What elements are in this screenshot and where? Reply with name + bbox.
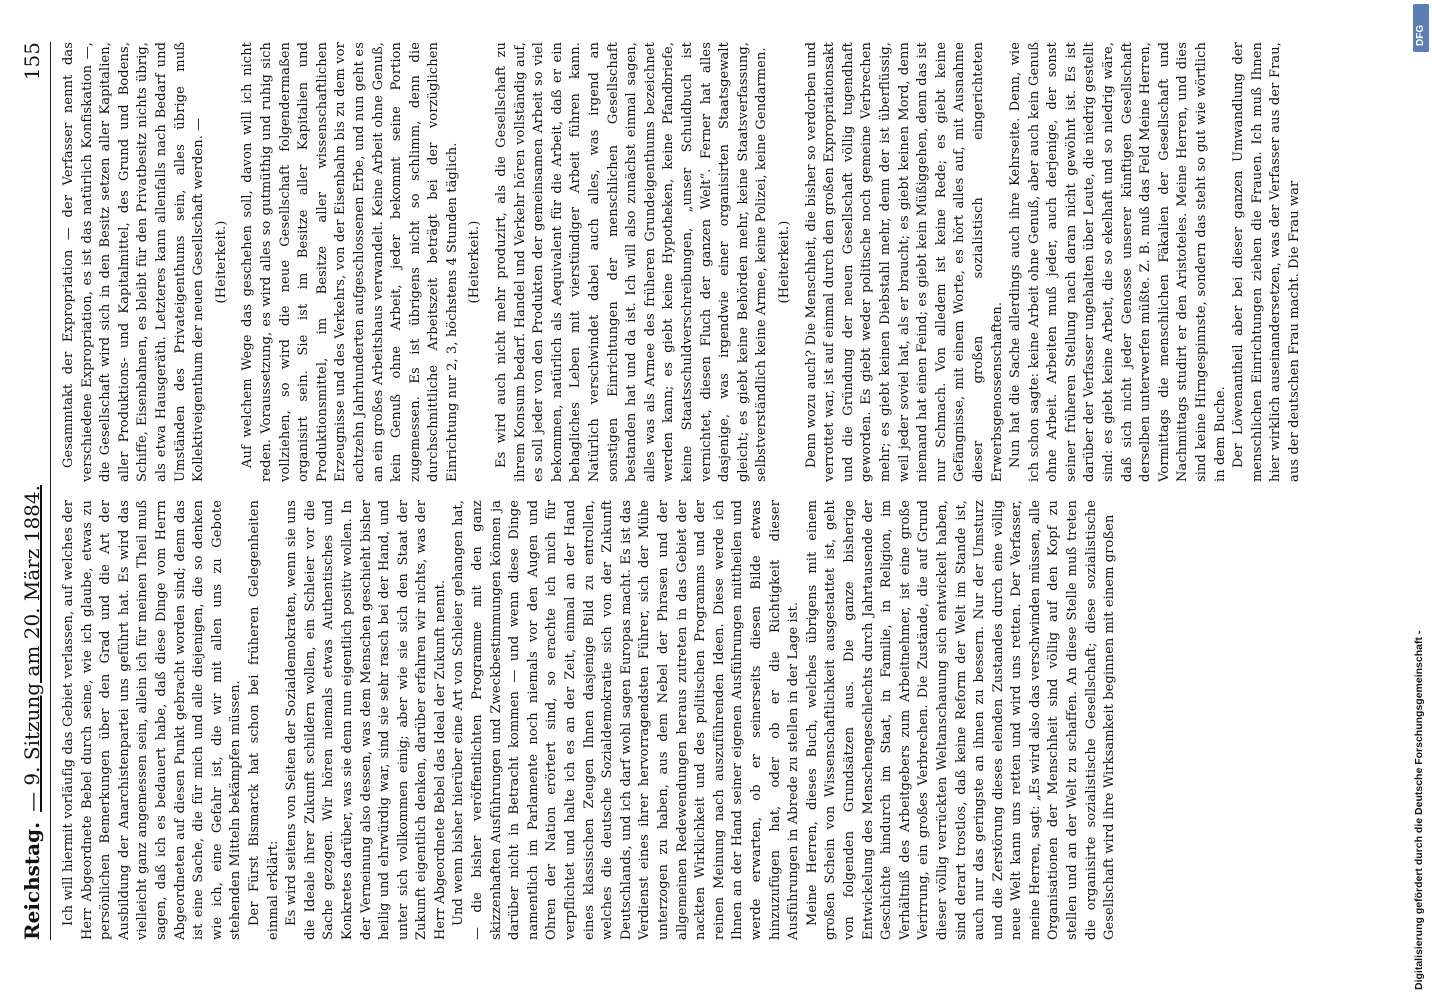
left-column-paragraph: Es wird seitens von Seiten der Sozialdemokraten, wenn sie uns die Ideale ihrer Zukunft schildern wollen, ein Schleier vor die Sache gezogen. Wir hören niemals etwas Authentisches und Konkretes darüber, was sie denn nun eigentlich positiv wollen. In der Verneinung also dessen, was dem Menschen geschieht bisher heilig und ehrwürdig war, sind sie sehr rasch bei der Hand, und unter sich vollkommen einig; aber wie sie sich den Staat der Zukunft eigentlich denken, darüber erfahren wir nichts, was der Herr Abgeordnete Bebel das Ideal der Zukunft nennt.: [284, 500, 448, 940]
text-columns: [60, 42, 1384, 940]
header-session: — 9. Sitzung am 20. März 1884.: [20, 485, 44, 812]
left-column-paragraph: Der Fürst Bismarck hat schon bei früheren Gelegenheiten einmal erklärt:: [246, 500, 281, 940]
digitization-credit: [1411, 0, 1432, 1000]
dfg-logo: [1413, 4, 1429, 52]
page-number: 155: [20, 42, 44, 81]
dfg-logo-text: DFG: [1415, 24, 1426, 46]
left-column-paragraph: Und wenn bisher hierüber eine Art von Schleier gehangen hat, — die bisher veröffentlichten Programme mit den ganz skizzenhaften Ausführungen und Zweckbestimmungen können ja darüber nicht in Betracht kommen — und wenn diese Dinge namentlich im Parlamente noch niemals vor den Augen und Ohren der Nation erörtert sind, so erachte ich mich für verpflichtet und halte ich es an der Zeit, einmal an der Hand eines klassischen Zeugen Ihnen dasjenige Bild zu entrollen, welches die deutsche Sozialdemokratie sich von der Zukunft Deutschlands, und ich darf wohl sagen Europas macht. Es ist das Verdienst eines ihrer hervorragendsten Führer, sich der Mühe unterzogen zu haben, aus dem Nebel der Phrasen und der allgemeinen Redewendungen heraus zutreten in das Gebiet der nackten Wirklichkeit und des politischen Programms und der reinen Meinung nach auszuführenden Ideen. Diese werde ich Ihnen an der Hand seiner eigenen Ausführungen mittheilen und werde erwarten, ob er seinerseits diesen Bilde etwas hinzuzufügen hat, oder ob er die Richtigkeit dieser Ausführungen in Abrede zu stellen in der Lage ist.: [451, 500, 802, 940]
right-column-paragraph: Gesammtakt der Expropriation — der Verfasser nennt das verschiedene Expropriation, es ist das natürlich Konfiskation —, die Gesellschaft wird sich in den Besitz setzen aller Kapitalien, aller Produktions- und Kapitalmittel, des Grund und Bodens, Schiffe, Eisenbahnen, es bleibt für den Privatbesitz nichts übrig, als etwa Hausgeräth. Letzteres kann allenfalls nach Bedarf und Umständen des Privateigenthums sein, alles übrige muß Kollektiveigenthum der neuen Gesellschaft werden. —: [61, 42, 207, 482]
right-column-paragraph: Nun hat die Sache allerdings auch ihre Kehrseite. Denn, wie ich schon sagte: keine Arbeit ohne Genuß, aber auch kein Genuß ohne Arbeit. Arbeiten muß jeder, auch derjenige, der sonst seiner früheren Stellung nach daran nicht gewöhnt ist. Es ist darüber der Verfasser ungehalten über Leute, die niedrig gestellt sind: es giebt keine Arbeit, die so ekelhaft und so niedrig wäre, daß sich nicht jeder Genosse unserer künftigen Gesellschaft derselben unterwerfen müßte. Z. B. muß das Feld Meine Herren, Vormittags die menschlichen Fäkalien der Gesellschaft und Nachmittags studirt er den Aristoteles. Meine Herren, und dies sind keine Hirngespinnste, sondern das steht so gut wie wörtlich in dem Buche.: [1008, 42, 1228, 482]
header-rule: [50, 42, 51, 940]
right-column-interjection: (Heiterkeit.): [467, 220, 483, 304]
right-column-paragraph: Der Löwenantheil aber bei dieser ganzen Umwandlung der menschlichen Einrichtungen ziehen die Frauen. Ich muß Ihnen hier wirklich auseinandersetzen, was der Verfasser aus der Frau, aus der deutschen Frau macht. Die Frau war: [1231, 42, 1302, 482]
left-column-paragraph: Meine Herren, dieses Buch, welches übrigens mit einem großen Schein von Wissenschaftlichkeit ausgestattet ist, geht von folgenden Grundsätzen aus. Die ganze bisherige Entwickelung des Menschengeschlechts durch Jahrtausende der Geschichte hindurch im Staat, in Familie, in Religion, im Verhältniß des Arbeitgebers zum Arbeitnehmer, ist eine große Verirrung, ein großes Verbrechen. Die Zustände, die auf Grund dieser völlig verrückten Weltanschauung sich entwickelt haben, sind derart trostlos, daß keine Reform der Welt im Stande ist, auch nur das geringste an ihnen zu bessern. Nur der Umsturz und die Zerstörung dieses elenden Zustandes durch eine völlig neue Welt kann uns retten und wird uns retten. Der Verfasser, meine Herren, sagt: „Es wird also das verschwinden müssen, alle Organisationen der Menschheit sind völlig auf den Kopf zu stellen und an der Welt zu schaffen. An diese Stelle muß treten die organisirte sozialistische Gesellschaft; diese sozialistische Gesellschaft wird ihre Wirksamkeit beginnen mit einem großen: [804, 500, 1118, 940]
right-column-interjection: (Heiterkeit.): [213, 220, 229, 304]
header-title: Reichstag.: [20, 821, 44, 940]
credit-text: Digitalisierung gefördert durch die Deutsche Forschungsgemeinschaft -: [1413, 630, 1425, 990]
right-column-interjection: (Heiterkeit.): [776, 220, 792, 304]
left-column: [60, 500, 1384, 940]
right-column-paragraph: Es wird auch nicht mehr produzirt, als die Gesellschaft zu ihrem Konsum bedarf. Handel und Verkehr hören vollständig auf, es soll jeder von den Produkten der gemeinsamen Arbeit so viel bekommen, natürlich als Aequivalent für die Arbeit, daß er ein behagliches Leben mit vierstündiger Arbeit führen kann. Natürlich verschwindet dabei auch alles, was irgend an sonstigen Einrichtungen der menschlichen Gesellschaft bestanden hat und da ist. Ich will also zunächst einmal sagen, alles was als Armee des früheren Grundeigenthums bezeichnet werden kann; es giebt keine Hypotheken, keine Pfandbriefe, keine Staatsschuldverschreibungen, „unser Schuldbuch ist vernichtet, diesen Fluch der ganzen Welt“. Ferner hat alles dasjenige, was irgendwie einer organisirten Staatsgewalt gleicht; es giebt keine Behörden mehr, keine Staatsverfassung, selbstverständlich keine Armee, keine Polizei, keine Gendarmen.: [494, 42, 770, 482]
right-column: [60, 42, 1384, 482]
right-column-paragraph: Denn wozu auch? Die Menschheit, die bisher so verdorben und verrottet war, ist auf einmal durch den großen Expropriationsakt und die Gründung der neuen Gesellschaft völlig tugendhaft geworden. Es giebt weder politische noch gemeine Verbrechen mehr; es giebt keinen Diebstahl mehr, denn der ist überflüssig, weil jeder soviel hat, als er braucht; es giebt keinen Mord, denn niemand hat einen Feind; es giebt kein Müßiggehen, denn das ist nur Schmach. Von alledem ist keine Rede; es giebt keine Gefängnisse, mit einem Worte, es hört alles auf, mit Ausnahme dieser großen sozialistisch eingerichteten Erwerbsgenossenschaften.: [803, 42, 1005, 482]
right-column-paragraph: Auf welchem Wege das geschehen soll, davon will ich nicht reden. Voraussetzung, es wird alles so gutmüthig und ruhig sich vollziehen, so wird die neue Gesellschaft folgendermaßen organisirt sein. Sie ist im Besitze aller Kapitalien und Produktionsmittel, im Besitze aller wissenschaftlichen Erzeugnisse und des Verkehrs, von der Eisenbahn bis zu dem vor achtzehn Jahrhunderten aufgeschlossenen Erbe, und nun geht es an ein großes Arbeitshaus verwandelt. Keine Arbeit ohne Genuß, kein Genuß ohne Arbeit, jeder bekommt seine Portion zugemessen. Es ist übrigens nicht so schlimm, denn die durchschnittliche Arbeitszeit beträgt bei der vorzüglichen Einrichtung nur 2, 3, höchstens 4 Stunden täglich.: [240, 42, 460, 482]
page-header: [10, 42, 44, 940]
left-column-paragraph: Ich will hiermit vorläufig das Gebiet verlassen, auf welches der Herr Abgeordnete Bebel durch seine, wie ich glaube, etwas zu persönlichen Bemerkungen über den Grad und die Art der Ausbildung der Anarchistenpartei uns geführt hat. Es wird das vielleicht ganz angemessen sein, allein ich für meinen Theil muß sagen, daß ich es bedauert habe, daß diese Dinge vom Herrn Abgeordneten auf diesen Punkt gebracht worden sind; denn das ist eine Sache, die für mich und alle diejenigen, die so denken wie ich, eine Gefahr ist, die wir mit allen uns zu Gebote stehenden Mitteln bekämpfen müssen.: [61, 500, 244, 940]
document-page: [4, 0, 1404, 1000]
